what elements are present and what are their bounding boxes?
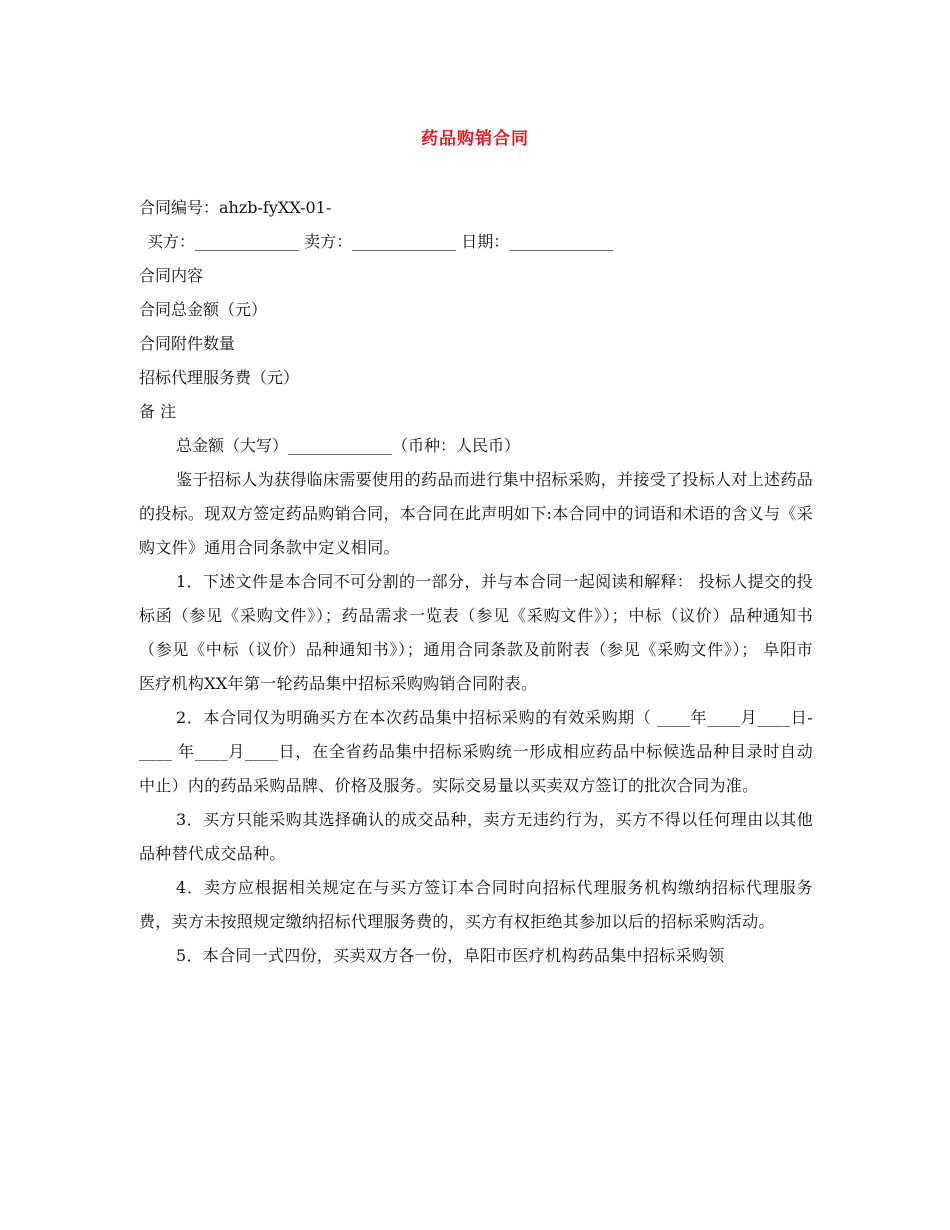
paragraph-clause-1: 1．下述文件是本合同不可分割的一部分，并与本合同一起阅读和解释： 投标人提交的投标函（参见《采购文件》）；药品需求一览表（参见《采购文件》）；中标（议价）品种通知书（参见《中标（议价）品种通知书》）；通用合同条款及前附表（参见《采购文件》）； 阜阳市医疗机构XX年第一轮药品集中招标采购购销合同附表。 — [139, 572, 813, 693]
document-title: 药品购销合同 — [421, 129, 529, 149]
buyer-label: 买方： — [147, 232, 196, 251]
seller-blank: _____________ — [352, 232, 457, 251]
date-blank: _____________ — [509, 232, 614, 251]
field-attachment-count: 合同附件数量 — [139, 334, 236, 353]
field-contract-total: 合同总金额（元） — [139, 300, 268, 319]
contract-number: 合同编号：ahzb-fyXX-01- — [139, 198, 332, 217]
seller-label: 卖方： — [304, 232, 353, 251]
field-contract-content: 合同内容 — [139, 266, 204, 285]
buyer-blank: _____________ — [195, 232, 300, 251]
paragraph-clause-4: 4．卖方应根据相关规定在与买方签订本合同时向招标代理服务机构缴纳招标代理服务费，卖方未按照规定缴纳招标代理服务费的，买方有权拒绝其参加以后的招标采购活动。 — [139, 878, 813, 931]
parties-line — [139, 225, 813, 259]
paragraph-clause-5: 5．本合同一式四份，买卖双方各一份，阜阳市医疗机构药品集中招标采购领 — [176, 946, 725, 965]
total-amount-line: 总金额（大写）_____________（币种：人民币） — [176, 436, 521, 455]
field-remarks: 备 注 — [139, 402, 177, 421]
paragraph-clause-3: 3．买方只能采购其选择确认的成交品种，卖方无违约行为，买方不得以任何理由以其他品种替代成交品种。 — [139, 810, 813, 863]
field-agency-fee: 招标代理服务费（元） — [139, 368, 300, 387]
paragraph-clause-2: 2．本合同仅为明确买方在本次药品集中招标采购的有效采购期（ ____年____月____日-____ 年____月____日，在全省药品集中招标采购统一形成相应药品中标候选品种目录时自动中止）内的药品采购品牌、价格及服务。实际交易量以买卖双方签订的批次合同为准。 — [139, 708, 813, 795]
paragraph-preamble: 鉴于招标人为获得临床需要使用的药品而进行集中招标采购，并接受了投标人对上述药品的投标。现双方签定药品购销合同，本合同在此声明如下:本合同中的词语和术语的含义与《采购文件》通用合同条款中定义相同。 — [139, 470, 813, 557]
date-label: 日期： — [461, 232, 510, 251]
document-body — [139, 191, 813, 973]
